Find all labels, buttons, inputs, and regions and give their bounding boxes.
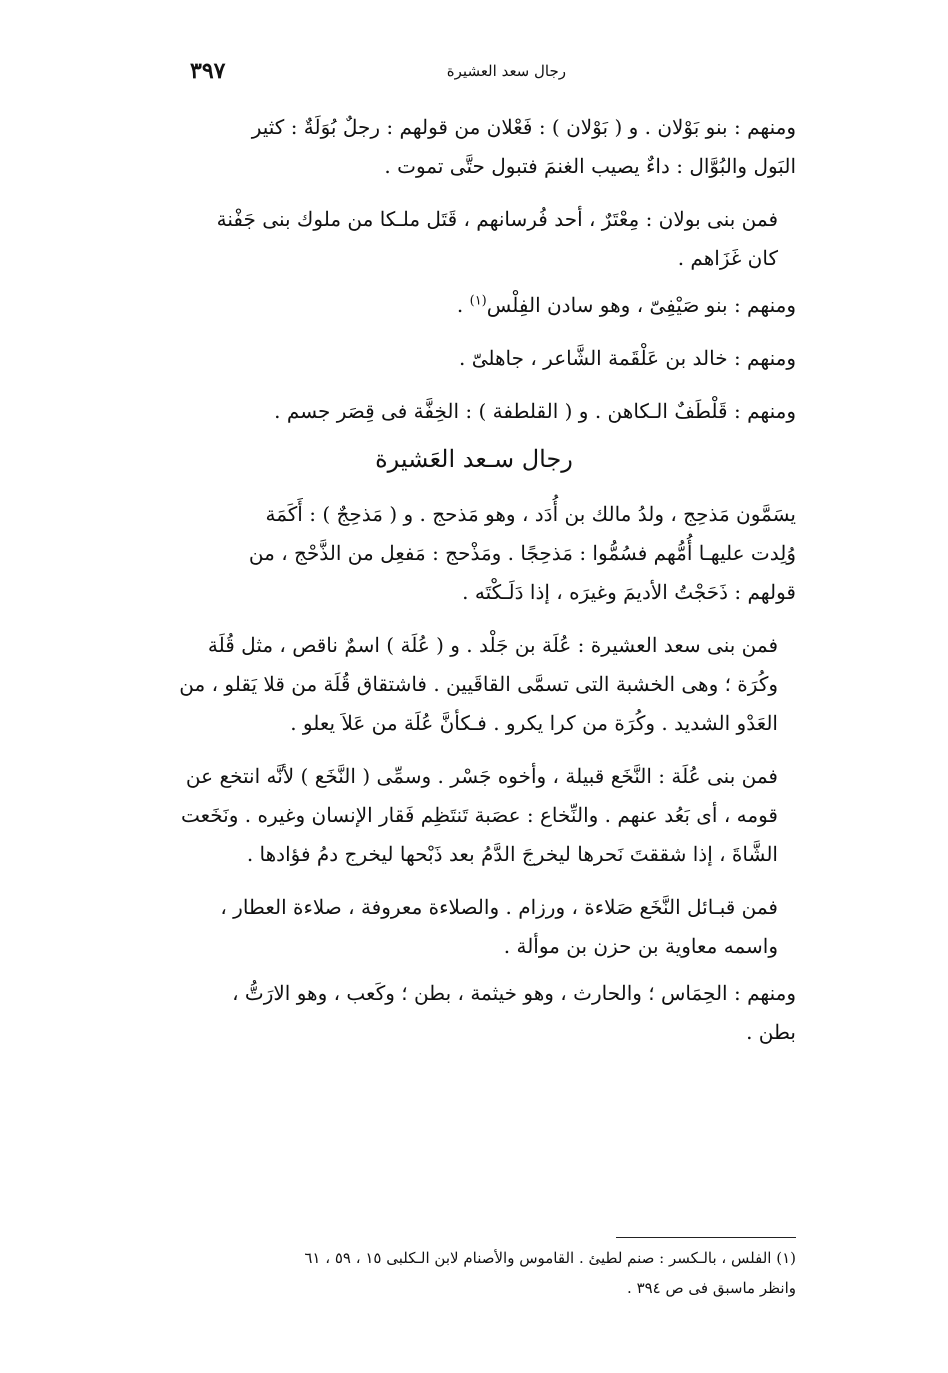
text-line: البَول والبُوَّال : داءٌ يصيب الغنمَ فتبول حتَّى تموت . <box>384 154 796 178</box>
footnote-reference: (١) <box>469 293 487 309</box>
text-line: واسمه معاوية بن حزن بن موألة . <box>503 934 778 958</box>
footnotes <box>160 1243 796 1303</box>
running-head <box>150 58 796 88</box>
text-line: الشَّاةَ ، إذا شققتَ نَحرها ليخرجَ الدَّمُ بعد ذَبْحها ليخرج دمُ فؤادها . <box>246 842 778 866</box>
text-line: وُلِدت عليهـا أُمُّهم فسُمُّوا : مَذحِجًا . ومَذْحج : مَفعِل من الذَّحْج ، من <box>248 541 796 565</box>
text-line: يسَمَّون مَذحِج ، ولدُ مالك بن أُدَد ، وهو مَذحج . و ( مَذحِجٌ ) : أَكَمَة <box>265 502 796 526</box>
paragraph-banu-sayfi <box>152 286 796 325</box>
text-line: ومنهم : قَلْطَفٌ الـكاهن . و ( القلطفة ) : الخِفَّة فى قِصَر جسم . <box>274 399 796 423</box>
paragraph-salaa <box>152 888 796 966</box>
text-line: فمن بنى عُلَة : النَّخَع قبيلة ، وأخوه جَسْر . وسمِّى ( النَّخَع ) لأنَّه انتخع عن <box>185 764 778 788</box>
text-line: بطن . <box>746 1020 796 1044</box>
text-line: فمن قبـائل النَّخَع صَلاءة ، ورزام . والصلاءة معروفة ، صلاءة العطار ، <box>220 895 778 919</box>
paragraph-mitar <box>152 200 796 278</box>
text-line: ومنهم : بنو بَوْلان . و ( بَوْلان ) : فَعْلان من قولهم : رجلٌ بُوَلَةٌ : كثير <box>251 115 796 139</box>
page-number: ٣٩٧ <box>190 58 226 84</box>
text-line: العَدْو الشديد . وكُرَة من كرا يكرو . فـكأنَّ عُلَة من عَلاَ يعلو . <box>290 711 778 735</box>
text-line: وكُرَة ؛ وهى الخشبة التى تسمَّى القاقَيين . فاشتقاق قُلَة من قلا يَقلو ، من <box>179 672 778 696</box>
text-line: فمن بنى سعد العشيرة : عُلَة بن جَلْد . و ( عُلَة ) اسمٌ ناقص ، مثل قُلَة <box>207 633 778 657</box>
running-title: رجال سعد العشيرة <box>446 62 566 80</box>
footnote-1-line: وانظر ماسبق فى ص ٣٩٤ . <box>627 1279 796 1297</box>
text-line: قولهم : ذَحَجْتُ الأديمَ وغيرَه ، إذا دَلَـكْتَه . <box>462 580 796 604</box>
text-line: ومنهم : الحِمَاس ؛ والحارث ، وهو خيثمة ، بطن ؛ وكَعب ، وهو الارَتُّ ، <box>232 981 796 1005</box>
footnote-1-line: (١) الفلس ، بالـكسر : صنم لطيئ . القاموس والأصنام لابن الـكلبى ١٥ ، ٥٩ ، ٦١ <box>304 1249 796 1267</box>
paragraph-madhhij <box>152 495 796 612</box>
text-line: فمن بنى بولان : مِعْتَرٌ ، أحد فُرسانهم ، قَتَل ملـكا من ملوك بنى جَفْنة <box>216 207 778 231</box>
text-line-end: . <box>456 293 470 317</box>
text-line: كان غَزَاهم . <box>677 246 778 270</box>
paragraph-khalid-ibn-alqama <box>152 339 796 378</box>
paragraph-himas <box>152 974 796 1052</box>
main-text <box>152 108 796 1052</box>
footnote-divider <box>616 1237 796 1238</box>
text-line: قومه ، أى بَعُد عنهم . والنِّخاع : عصَبة تَنتَظِم فَقار الإنسان وغيره . ونَخَعت <box>180 803 778 827</box>
text-line: ومنهم : خالد بن عَلْقَمة الشَّاعر ، جاهلىّ . <box>459 346 796 370</box>
paragraph-qaltaf <box>152 392 796 431</box>
text-line: ومنهم : بنو صَيْفِىّ ، وهو سادن الفِلْس <box>486 293 796 317</box>
section-heading: رجال سـعد العَشيرة <box>375 445 573 473</box>
paragraph-ula-ibn-jald <box>152 626 796 743</box>
paragraph-nakha <box>152 757 796 874</box>
paragraph-banu-bawlan <box>152 108 796 186</box>
